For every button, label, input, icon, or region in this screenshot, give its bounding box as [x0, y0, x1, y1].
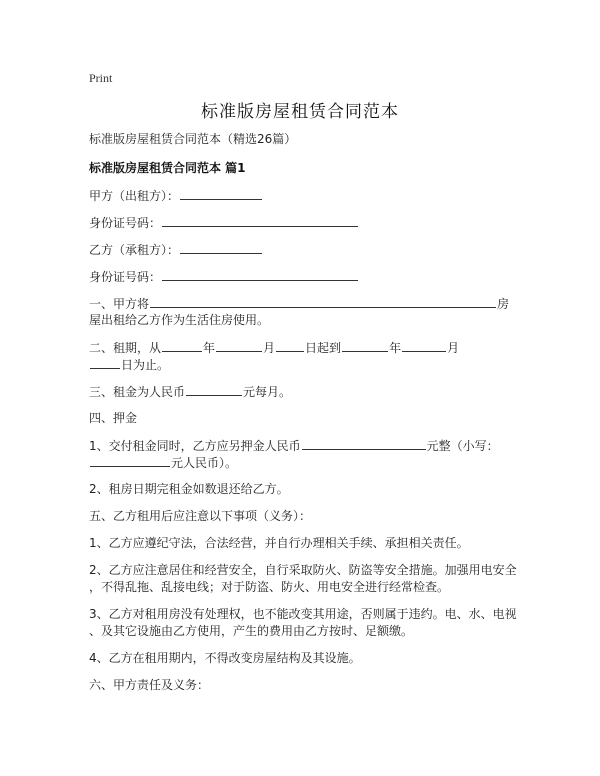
- id-a-label: 身份证号码：: [89, 216, 162, 230]
- year-1-blank: [162, 339, 202, 352]
- id-b-label: 身份证号码：: [89, 270, 162, 284]
- deposit-1-line-1: [89, 437, 499, 455]
- month-2-blank: [402, 339, 446, 352]
- deposit-1-end: 元整（小写：: [426, 439, 499, 453]
- clause-1-start: 一、甲方将: [89, 297, 150, 311]
- deposit-amount-blank: [302, 437, 426, 450]
- duty-1-line: 1、乙方应遵纪守法，合法经营，并自行办理相关手续、承担相关责任。: [89, 536, 469, 550]
- month-1-label: 月: [263, 341, 276, 355]
- duty-2-line-2: ，不得乱拖、乱接电线；对于防盗、防火、用电安全进行经常检查。: [89, 580, 450, 594]
- party-b-label: 乙方（承租方）：: [89, 243, 180, 257]
- duty-3-line-1: 3、乙方对租用房没有处理权，也不能改变其用途，否则属于违约。电、水、电视: [89, 607, 517, 621]
- party-a-label: 甲方（出租方）：: [89, 189, 180, 203]
- clause-2-end: 日为止。: [121, 358, 170, 372]
- clause-1-line-2: 屋出租给乙方作为生活住房使用。: [89, 313, 270, 327]
- day-2-blank: [90, 356, 120, 369]
- section-heading: 标准版房屋租赁合同范本 篇1: [89, 161, 246, 175]
- rent-blank: [186, 383, 242, 396]
- deposit-1-start: 1、交付租金同时，乙方应另押金人民币: [89, 439, 301, 453]
- party-b-line: [89, 241, 263, 259]
- deposit-2-line: 2、租房日期完租金如数退还给乙方。: [89, 482, 289, 496]
- duty-2-line-1: 2、乙方应注意居住和经营安全，自行采取防火、防盗等安全措施。加强用电安全: [89, 563, 517, 577]
- clause-2-start: 二、租期，从: [89, 341, 162, 355]
- clause-3-end: 元每月。: [243, 385, 292, 399]
- id-b-blank: [162, 268, 358, 281]
- clause-4-heading: 四、押金: [89, 411, 138, 425]
- deposit-1-line-2: [89, 454, 237, 472]
- id-a-blank: [162, 214, 358, 227]
- clause-1-line-1: [89, 295, 509, 313]
- clause-6-heading: 六、甲方责任及义务：: [89, 678, 210, 692]
- document-subtitle: 标准版房屋租赁合同范本（精选26篇）: [89, 132, 297, 146]
- clause-3-start: 三、租金为人民币: [89, 385, 186, 399]
- id-b-line: [89, 268, 359, 286]
- deposit-small-blank: [90, 454, 170, 467]
- id-a-line: [89, 214, 359, 232]
- year-1-label: 年: [203, 341, 216, 355]
- document-title: 标准版房屋租赁合同范本: [201, 102, 399, 122]
- clause-2-line-2: [89, 356, 169, 374]
- clause-1-blank: [150, 295, 496, 308]
- year-2-blank: [342, 339, 388, 352]
- clause-5-heading: 五、乙方租用后应注意以下事项（义务）：: [89, 509, 312, 523]
- clause-1-end: 房: [497, 297, 510, 311]
- month-1-blank: [216, 339, 262, 352]
- print-label: Print: [89, 71, 113, 85]
- party-a-line: [89, 187, 263, 205]
- deposit-1-line-2-end: 元人民币）。: [171, 456, 238, 470]
- duty-3-line-2: 、及其它设施由乙方使用，产生的费用由乙方按时、足额缴。: [89, 624, 414, 638]
- party-b-blank: [180, 241, 262, 254]
- year-2-label: 年: [389, 341, 402, 355]
- duty-4-line: 4、乙方在租用期内，不得改变房屋结构及其设施。: [89, 651, 361, 665]
- clause-2-line-1: [89, 339, 459, 357]
- day-from-label: 日起到: [305, 341, 342, 355]
- day-1-blank: [276, 339, 304, 352]
- month-2-label: 月: [447, 341, 460, 355]
- party-a-blank: [180, 187, 262, 200]
- clause-3-line: [89, 383, 291, 401]
